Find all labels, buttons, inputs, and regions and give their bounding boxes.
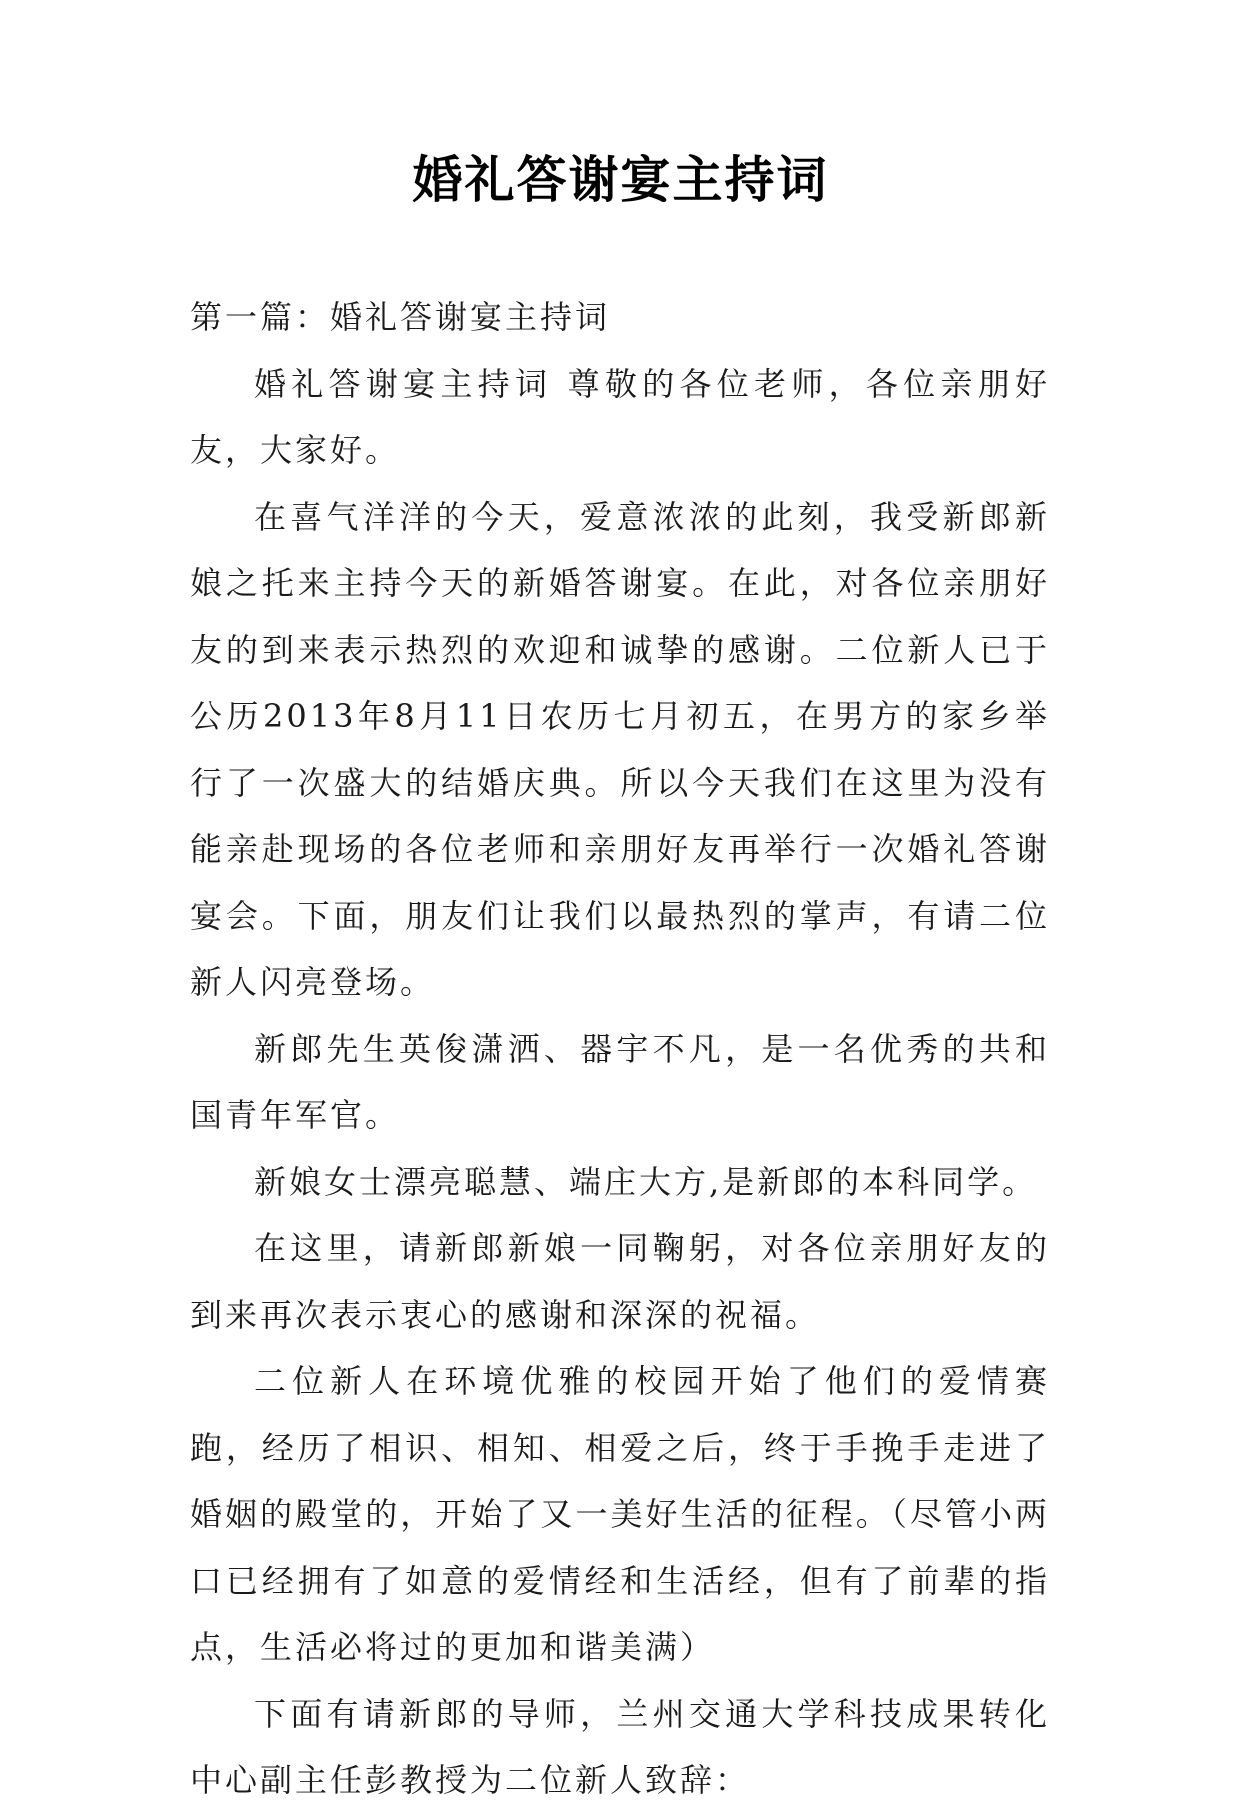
document-title: 婚礼答谢宴主持词 [412,150,829,209]
document-body [190,284,1050,1814]
section-heading: 第一篇：婚礼答谢宴主持词 [190,298,611,336]
paragraph-mentor: 下面有请新郎的导师，兰州交通大学科技成果转化中心副主任彭教授为二位新人致辞： [190,1694,1050,1799]
paragraph-greeting: 婚礼答谢宴主持词 尊敬的各位老师，各位亲朋好友，大家好。 [190,364,1050,469]
paragraph-groom: 新郎先生英俊潇洒、器宇不凡，是一名优秀的共和国青年军官。 [190,1029,1050,1134]
paragraph-bow: 在这里，请新郎新娘一同鞠躬，对各位亲朋好友的到来再次表示衷心的感谢和深深的祝福。 [190,1229,1050,1334]
paragraph-opening: 在喜气洋洋的今天，爱意浓浓的此刻，我受新郎新娘之托来主持今天的新婚答谢宴。在此，对各位亲朋好友的到来表示热烈的欢迎和诚挚的感谢。二位新人已于公历2013年8月11日农历七月初五，在男方的家乡举行了一次盛大的结婚庆典。所以今天我们在这里为没有能亲赴现场的各位老师和亲朋好友再举行一次婚礼答谢宴会。下面，朋友们让我们以最热烈的掌声，有请二位新人闪亮登场。 [190,497,1050,1001]
paragraph-story: 二位新人在环境优雅的校园开始了他们的爱情赛跑，经历了相识、相知、相爱之后，终于手挽手走进了婚姻的殿堂的，开始了又一美好生活的征程。（尽管小两口已经拥有了如意的爱情经和生活经，但有了前辈的指点，生活必将过的更加和谐美满） [190,1362,1050,1666]
paragraph-bride: 新娘女士漂亮聪慧、端庄大方,是新郎的本科同学。 [254,1162,1038,1201]
